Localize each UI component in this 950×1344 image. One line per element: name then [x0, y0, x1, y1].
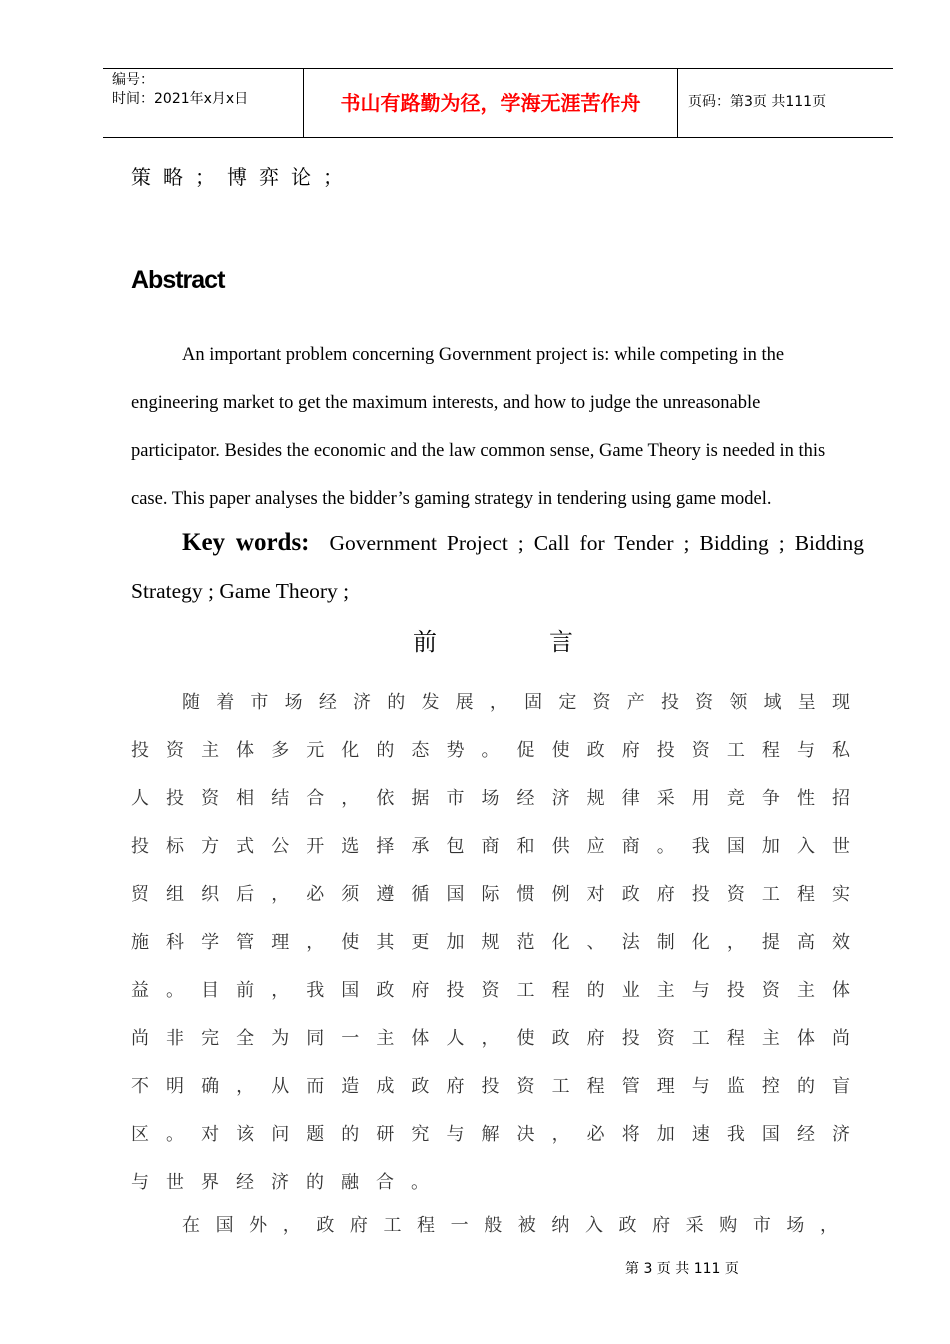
preface-line: 区。对该问题的研究与解决，必将加速我国经济: [131, 1124, 850, 1145]
abstract-line: An important problem concerning Government project is: while competing in the: [182, 345, 785, 365]
page-header: [103, 68, 893, 138]
header-motto-cell: [303, 69, 678, 137]
preface-line: 投资主体多元化的态势。促使政府投资工程与私: [131, 740, 850, 761]
keywords-label: Key words:: [182, 529, 310, 556]
doc-time-label: 时间：2021年x月x日: [112, 91, 249, 107]
header-page-info: 页码：第3页 共111页: [688, 94, 827, 110]
page-footer: 第 3 页 共 111 页: [625, 1261, 739, 1277]
preface-line: 施科学管理，使其更加规范化、法制化，提高效: [131, 932, 850, 953]
preface-line: 投标方式公开选择承包商和供应商。我国加入世: [131, 836, 850, 857]
preface-title-char-1: 前: [413, 628, 437, 656]
preface-line: 在国外，政府工程一般被纳入政府采购市场，: [182, 1215, 838, 1236]
abstract-line: case. This paper analyses the bidder’s gaming strategy in tendering using game model.: [131, 489, 772, 509]
doc-number-label: 编号：: [112, 72, 154, 88]
preface-line: 随着市场经济的发展，固定资产投资领域呈现: [182, 692, 850, 713]
cn-keywords-tail: 策略；博弈论；: [131, 165, 355, 189]
abstract-title: Abstract: [131, 266, 225, 294]
abstract-line: engineering market to get the maximum interests, and how to judge the unreasonable: [131, 393, 761, 413]
preface-line: 人投资相结合，依据市场经济规律采用竞争性招: [131, 788, 850, 809]
preface-line: 不明确，从而造成政府投资工程管理与监控的盲: [131, 1076, 850, 1097]
abstract-line: participator. Besides the economic and the law common sense, Game Theory is needed in this: [131, 441, 826, 461]
header-motto: 书山有路勤为径，学海无涯苦作舟: [340, 91, 641, 115]
preface-line: 与世界经济的融合。: [131, 1172, 446, 1193]
keywords-text: Government Project ; Call for Tender ; Bidding ; Bidding: [329, 531, 865, 555]
en-keywords-line: [182, 529, 864, 557]
preface-line: 贸组织后，必须遵循国际惯例对政府投资工程实: [131, 884, 850, 905]
preface-title: [413, 622, 573, 657]
header-meta: [103, 69, 303, 137]
en-keywords-line-2: Strategy ; Game Theory ;: [131, 579, 350, 603]
preface-line: 尚非完全为同一主体人，使政府投资工程主体尚: [131, 1028, 850, 1049]
preface-title-char-2: 言: [549, 628, 573, 656]
preface-line: 益。目前，我国政府投资工程的业主与投资主体: [131, 980, 850, 1001]
